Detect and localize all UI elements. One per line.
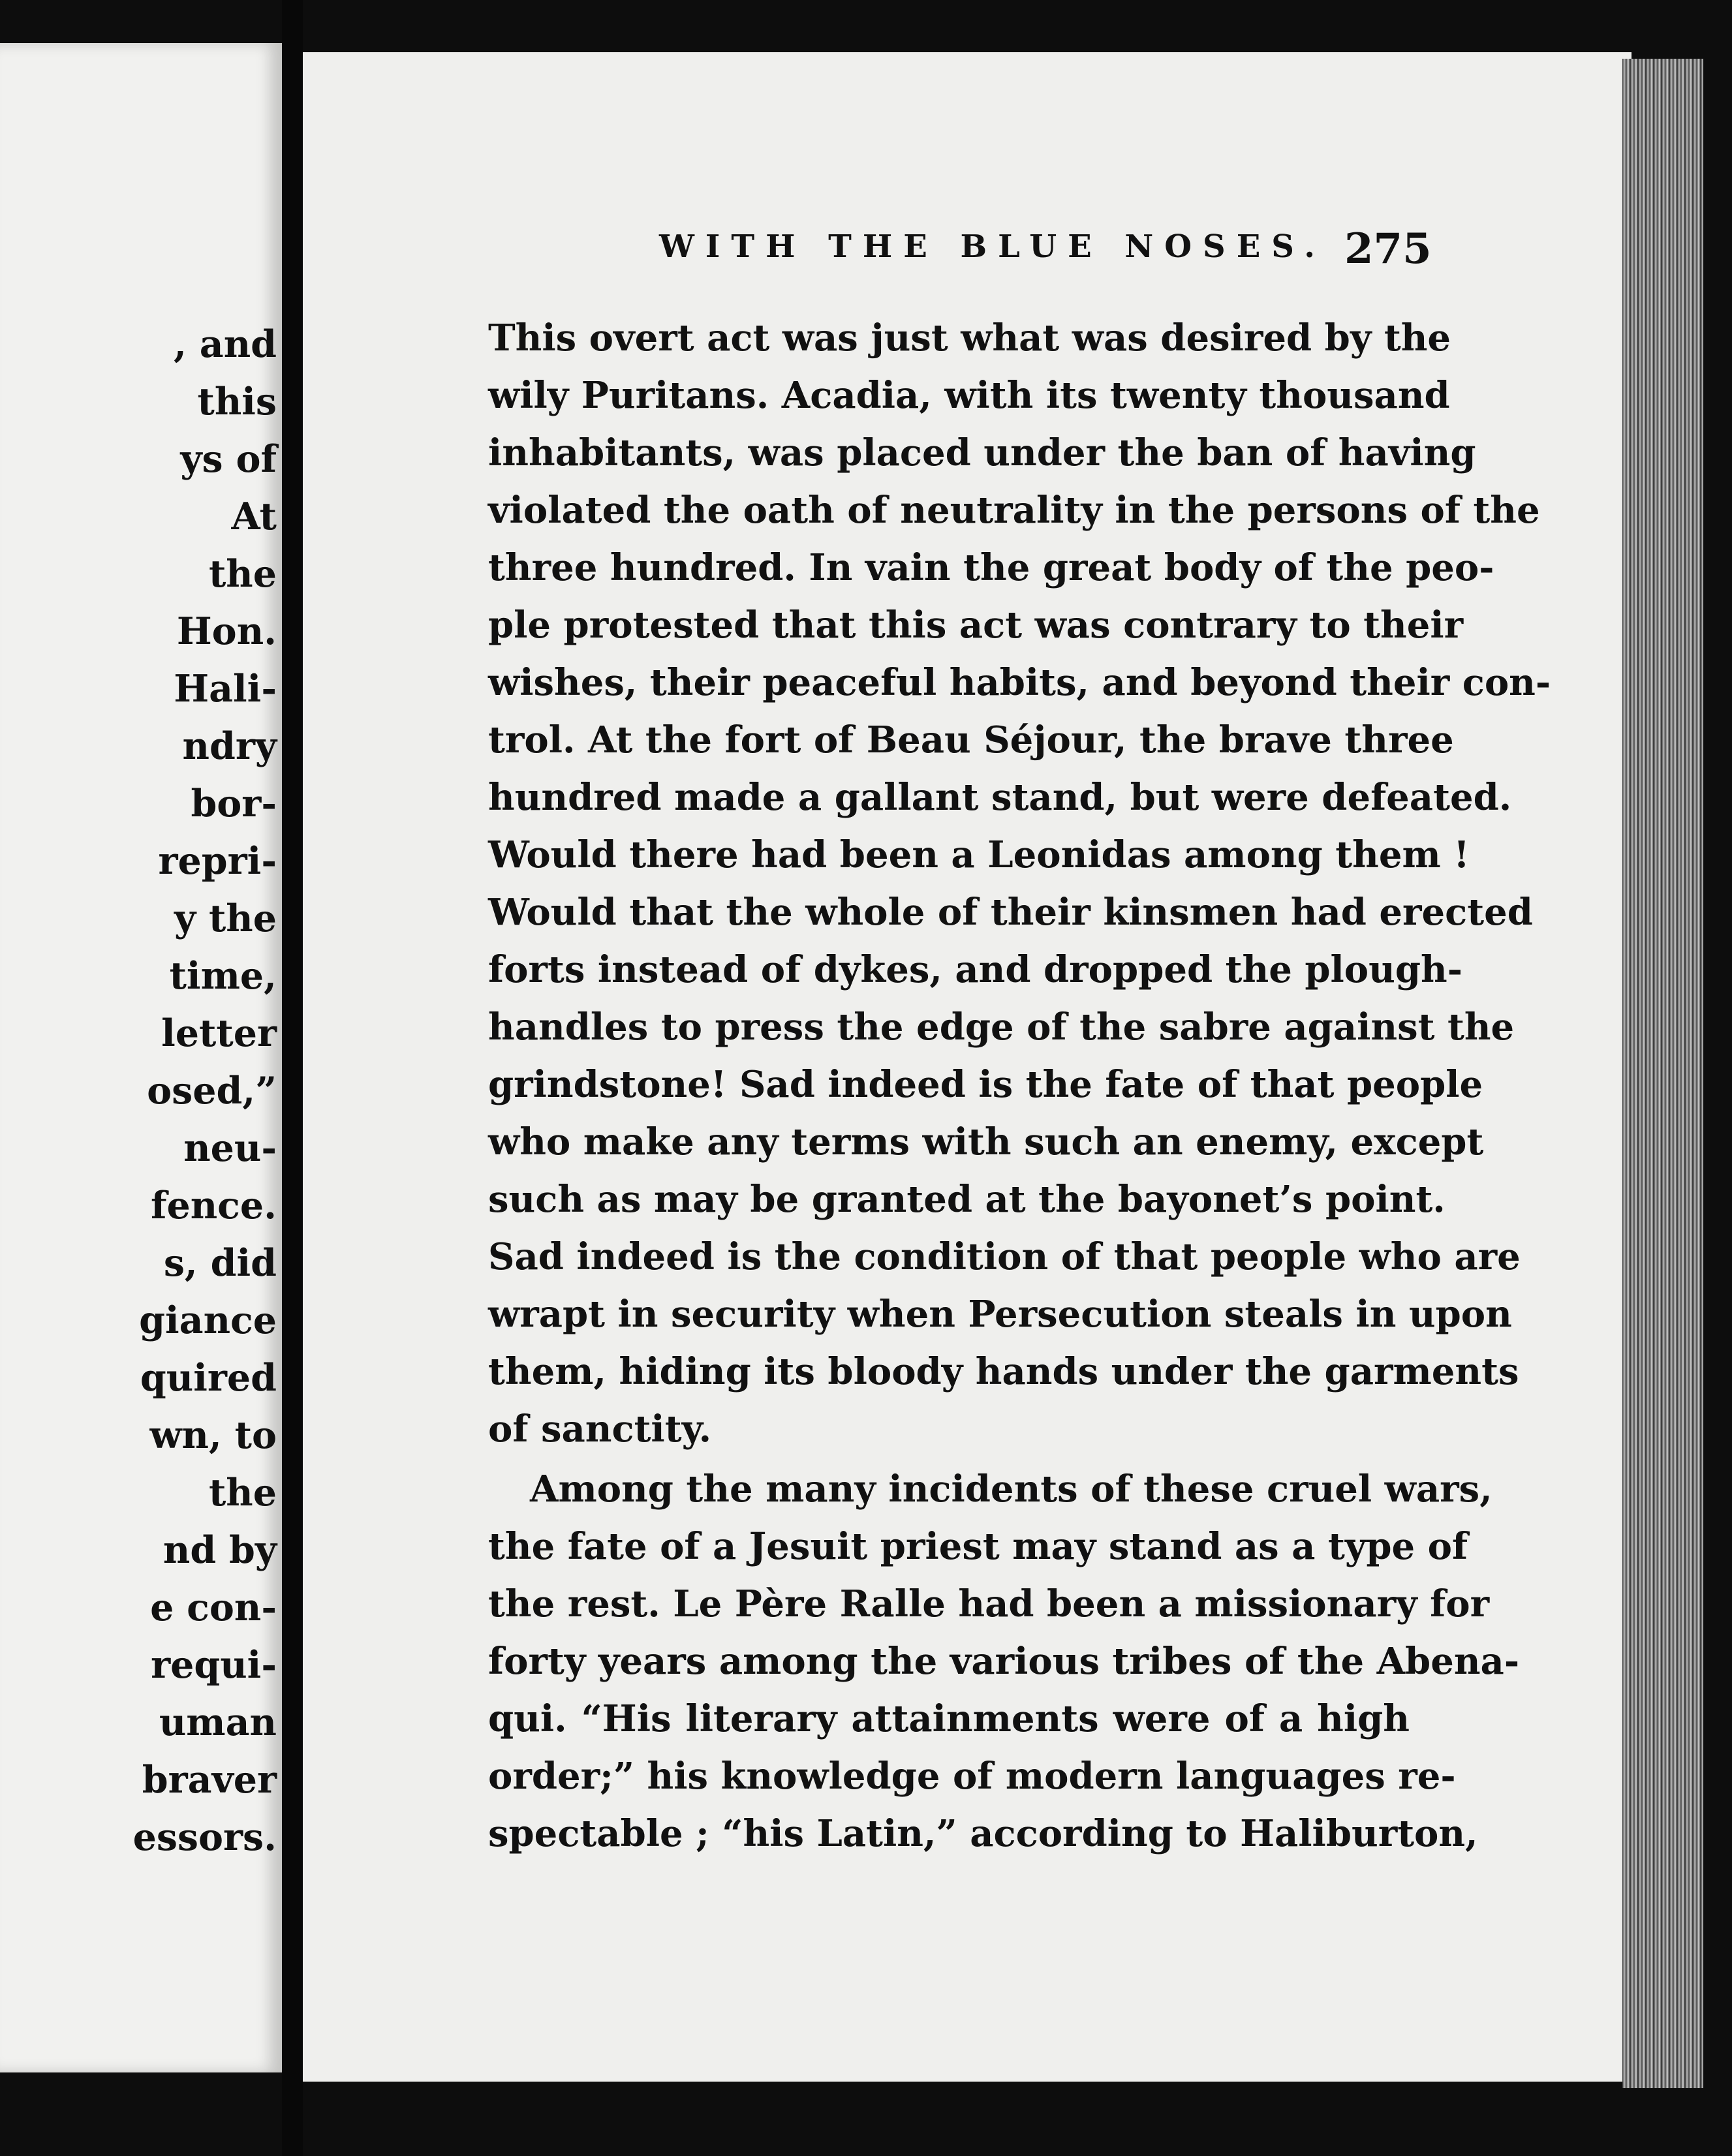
body-text-line: forts instead of dykes, and dropped the plough- — [488, 948, 1462, 991]
left-page-line: giance — [139, 1299, 277, 1342]
left-page-line: s, did — [163, 1241, 277, 1285]
left-page-line: osed,” — [147, 1069, 277, 1113]
body-text-line: trol. At the fort of Beau Séjour, the brave three — [488, 718, 1454, 762]
left-page-line: quired — [140, 1356, 277, 1400]
body-text-line: Would that the whole of their kinsmen had erected — [488, 891, 1533, 934]
left-page-line: wn, to — [149, 1413, 277, 1457]
left-page-line: requi- — [151, 1643, 277, 1687]
body-text-line: three hundred. In vain the great body of the peo- — [488, 546, 1494, 589]
body-text-line: Sad indeed is the condition of that people who are — [488, 1235, 1521, 1278]
left-page-line: letter — [161, 1011, 277, 1055]
body-text-line: them, hiding its bloody hands under the garments — [488, 1350, 1519, 1393]
body-text-line: such as may be granted at the bayonet’s point. — [488, 1178, 1446, 1221]
body-text-line: wishes, their peaceful habits, and beyond their con- — [488, 661, 1551, 704]
body-text-line: violated the oath of neutrality in the persons of the — [488, 489, 1540, 532]
body-text-line: Among the many incidents of these cruel wars, — [530, 1468, 1492, 1511]
left-page — [0, 43, 282, 2072]
body-text-line: order;” his knowledge of modern languages re- — [488, 1755, 1456, 1798]
left-page-line: essors. — [132, 1815, 277, 1859]
body-text-line: of sanctity. — [488, 1408, 712, 1451]
left-page-line: y the — [174, 897, 277, 940]
body-text-line: inhabitants, was placed under the ban of having — [488, 431, 1476, 474]
left-page-line: uman — [159, 1701, 277, 1744]
left-page-line: e con- — [150, 1586, 277, 1629]
left-page-line: the — [208, 552, 277, 596]
body-text-line: who make any terms with such an enemy, except — [488, 1120, 1484, 1163]
left-page-line: nd by — [162, 1528, 277, 1572]
left-page-line: time, — [169, 954, 277, 998]
left-page-line: repri- — [158, 839, 277, 883]
left-page-line: , and — [174, 322, 277, 366]
page-edges — [1622, 59, 1703, 2088]
left-page-line: At — [231, 495, 277, 538]
running-head: WITH THE BLUE NOSES. — [659, 228, 1326, 265]
body-text-line: ple protested that this act was contrary to their — [488, 604, 1464, 647]
body-text-line: spectable ; “his Latin,” according to Haliburton, — [488, 1812, 1478, 1855]
body-text-line: wily Puritans. Acadia, with its twenty thousand — [488, 374, 1450, 417]
body-text-line: hundred made a gallant stand, but were defeated. — [488, 776, 1512, 819]
left-page-line: Hali- — [174, 667, 277, 711]
page-number: 275 — [1344, 224, 1432, 273]
body-text-line: the fate of a Jesuit priest may stand as a type of — [488, 1525, 1468, 1568]
left-page-line: fence. — [150, 1184, 277, 1227]
body-text-line: Would there had been a Leonidas among them ! — [488, 833, 1470, 876]
left-page-line: this — [197, 380, 277, 424]
book-gutter — [282, 0, 303, 2156]
body-text-line: handles to press the edge of the sabre against the — [488, 1006, 1515, 1049]
body-text-line: This overt act was just what was desired by the — [488, 316, 1451, 360]
body-text-line: wrapt in security when Persecution steals in upon — [488, 1293, 1512, 1336]
body-text-line: grindstone! Sad indeed is the fate of that people — [488, 1063, 1483, 1106]
body-text-line: forty years among the various tribes of the Abena- — [488, 1640, 1520, 1683]
left-page-line: Hon. — [176, 609, 277, 653]
left-page-line: bor- — [191, 782, 277, 825]
left-page-line: ys of — [180, 437, 277, 481]
left-page-line: ndry — [182, 724, 277, 768]
left-page-line: neu- — [183, 1126, 277, 1170]
body-text-line: qui. “His literary attainments were of a high — [488, 1697, 1410, 1740]
left-page-line: the — [208, 1471, 277, 1515]
left-page-line: braver — [142, 1758, 277, 1802]
body-text-line: the rest. Le Père Ralle had been a missionary for — [488, 1582, 1490, 1625]
